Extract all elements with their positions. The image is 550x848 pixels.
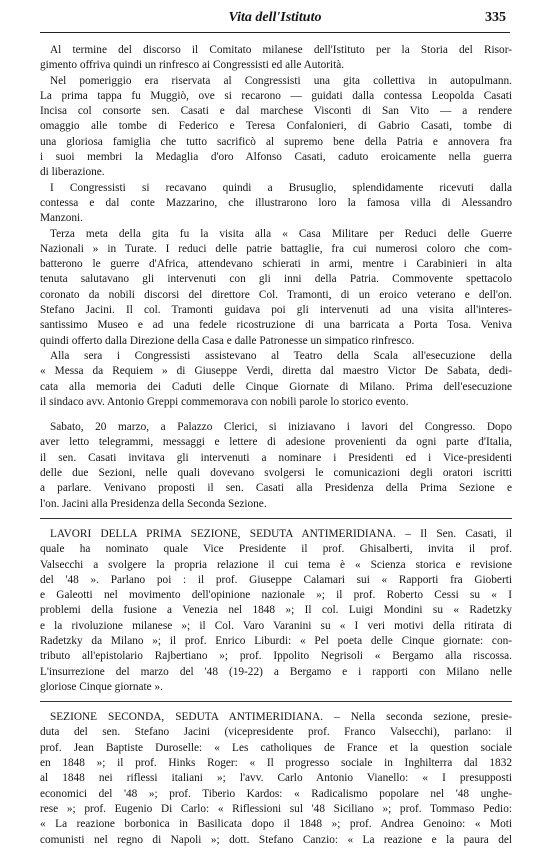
p8-line: prof. Jean Baptiste Duroselle: « Les catholiques de France et la question sociale bbox=[40, 741, 512, 754]
p6-line: delle due Sezioni, nelle quali dovevano svolgersi le comunicazioni degli oratori iscritti bbox=[40, 467, 512, 480]
p5-line: il sindaco avv. Antonio Greppi commemorava con nobili parole lo storico evento. bbox=[40, 395, 409, 408]
p4-line: Stefano Jacini. Il col. Tramonti guidava poi gli intervenuti ad una visita all'interes- bbox=[40, 304, 512, 317]
p6-line: aver letto telegrammi, messaggi e lettere di adesione provenienti da ogni parte d'Italia, bbox=[40, 436, 512, 449]
p2-line: omaggio alle tombe di Federico e Teresa Confalonieri, di Gabrio Casati, tombe di bbox=[40, 120, 512, 133]
p7-line: e Galeotti nel movimento dell'opinione nazionale »; il prof. Roberto Cessi su « I bbox=[40, 589, 512, 602]
p5-line: cata alla memoria dei Caduti delle Cinque Giornate di Milano. Prima dell'esecuzione bbox=[40, 380, 512, 393]
p3-line: I Congressisti si recavano quindi a Brusuglio, splendidamente ricevuti dalla bbox=[50, 181, 512, 194]
p7-line: LAVORI DELLA PRIMA SEZIONE, SEDUTA ANTIMERIDIANA. – Il Sen. Casati, il bbox=[50, 527, 512, 540]
p8-line: SEZIONE SECONDA, SEDUTA ANTIMERIDIANA. – Nella seconda sezione, presie- bbox=[50, 711, 512, 724]
p3-line: Manzoni. bbox=[40, 212, 83, 225]
paragraph-gap bbox=[40, 410, 512, 420]
p7-line: e la rivoluzione milanese »; il Col. Varo Varanini su « I veri motivi della ritirata di bbox=[40, 619, 512, 632]
p1-line: gimento offriva quindi un rinfresco ai Congressisti ed alle Autorità. bbox=[40, 59, 345, 72]
p2-line: i suoi membri la Medaglia d'oro Alfonso Casati, caduto eroicamente nella guerra bbox=[40, 151, 512, 164]
p7-line: quale ha nominato quale Vice Presidente il prof. Ghisalberti, invita il prof. bbox=[40, 543, 512, 556]
running-head-title: Vita dell'Istituto bbox=[228, 10, 322, 25]
p7-line: problemi della fusione a Venezia nel 1848 »; Il col. Luigi Mondini su « Radetzky bbox=[40, 604, 512, 617]
p8-line: « La reazione borbonica in Basilicata dopo il 1848 »; prof. Andrea Genoino: « Moti bbox=[40, 818, 512, 831]
p4-line: Nazionali » in Turate. I reduci delle patrie battaglie, fra cui numerosi coloro che com- bbox=[40, 242, 512, 255]
p8-line: comunisti nel regno di Napoli »; dott. Stefano Canzio: « La reazione e la paura del bbox=[40, 833, 512, 846]
p4-line: coronato da nobili discorsi del direttore Col. Tramonti, di un eroico veterano e dell'on. bbox=[40, 288, 512, 301]
p6-line: a parlare. Venivano proposti il sen. Casati alla Presidenza della Prima Sezione e bbox=[40, 482, 512, 495]
p7-line: Radetzky da Milano »; il prof. Enrico Liburdi: « Pel poeta delle Cinque giornate: con- bbox=[40, 634, 512, 647]
p7-line: gloriose Cinque giornate ». bbox=[40, 680, 163, 693]
p2-line: di liberazione. bbox=[40, 166, 105, 179]
p8-line: duta del sen. Stefano Jacini (vicepresidente prof. Franco Valsecchi), parlano: il bbox=[40, 726, 512, 739]
p8-line: en 1848 »; il prof. Hinks Roger: « Il progresso sociale in Inghilterra dal 1832 bbox=[40, 757, 512, 770]
p7-line: del '48 ». Parlano poi : il prof. Giuseppe Calamari sui « Rapporti fra Gioberti bbox=[40, 573, 512, 586]
p6-line: il sen. Casati invitava gli intervenuti a nominare i Presidenti ed i Vice-presidenti bbox=[40, 451, 512, 464]
p4-line: Terza meta della gita fu la visita alla « Casa Militare per Reduci delle Guerre bbox=[50, 227, 512, 240]
p6-line: l'on. Jacini alla Presidenza della Seconda Sezione. bbox=[40, 497, 267, 510]
section-divider bbox=[40, 701, 512, 702]
p7-line: Valsecchi a svolgere la propria relazione il cui tema è « Scienza storica e revisione bbox=[40, 558, 512, 571]
p5-line: Alla sera i Congressisti assistevano al Teatro della Scala all'esecuzione della bbox=[50, 349, 512, 362]
p2-line: La prima tappa fu Muggiò, ove si recarono — guidati dalla contessa Leopolda Casati bbox=[40, 89, 512, 102]
p8-line: economici del '48 »; prof. Tiberio Kardos: « Radicalismo popolare nel '48 unghe- bbox=[40, 787, 512, 800]
p8-line: rese »; prof. Eugenio Di Carlo: « Riflessioni sul '48 Siciliano »; prof. Tommaso Pedio: bbox=[40, 802, 512, 815]
body-text bbox=[40, 43, 512, 848]
p4-line: batterono le guerre d'Africa, attendevano schierati in armi, mentre i Carabinieri in alta bbox=[40, 258, 512, 271]
p7-line: tributo all'epistolario Rajbertiano »; prof. Ippolito Negrisoli « Bergamo alla riscossa. bbox=[40, 650, 512, 663]
p3-line: contessa e dal conte Mazzarino, che illustrarono loro la famosa villa di Alessandro bbox=[40, 196, 512, 209]
p4-line: tenuta salutavano gli intervenuti con gli inni della Patria. Commovente spettacolo bbox=[40, 273, 512, 286]
p6-line: Sabato, 20 marzo, a Palazzo Clerici, si iniziavano i lavori del Congresso. Dopo bbox=[50, 421, 512, 434]
p7-line: L'insurrezione del marzo del '48 (19-22) a Bergamo e i rapporti con Milano nelle bbox=[40, 665, 512, 678]
p4-line: quindi offerto dalla Direzione della Casa e dalle Patronesse un simpatico rinfresco. bbox=[40, 334, 415, 347]
p2-line: Nel pomeriggio era riservata al Congressisti una gita collettiva in autopulmann. bbox=[50, 74, 512, 87]
running-head bbox=[40, 10, 510, 30]
section-divider bbox=[40, 518, 512, 519]
p4-line: santissimo Museo e ad una fedele ricostruzione di una barricata a Porta Tosa. Veniva bbox=[40, 319, 512, 332]
p5-line: « Messa da Requiem » di Giuseppe Verdi, diretta dal maestro Victor De Sabata, dedi- bbox=[40, 365, 512, 378]
p8-line: al 1848 nei riflessi italiani »; l'avv. Carlo Antonio Vianello: « I presupposti bbox=[40, 772, 512, 785]
header-rule bbox=[40, 32, 510, 33]
p2-line: una gloriosa famiglia che tutto sacrificò al supremo bene della Patria e annovera fra bbox=[40, 135, 512, 148]
page-number: 335 bbox=[485, 10, 506, 25]
text-flow bbox=[40, 43, 512, 848]
p2-line: Incisa col consorte sen. Casati e dal marchese Visconti di San Vito — a rendere bbox=[40, 105, 512, 118]
p1-line: Al termine del discorso il Comitato milanese dell'Istituto per la Storia del Risor- bbox=[50, 44, 512, 56]
